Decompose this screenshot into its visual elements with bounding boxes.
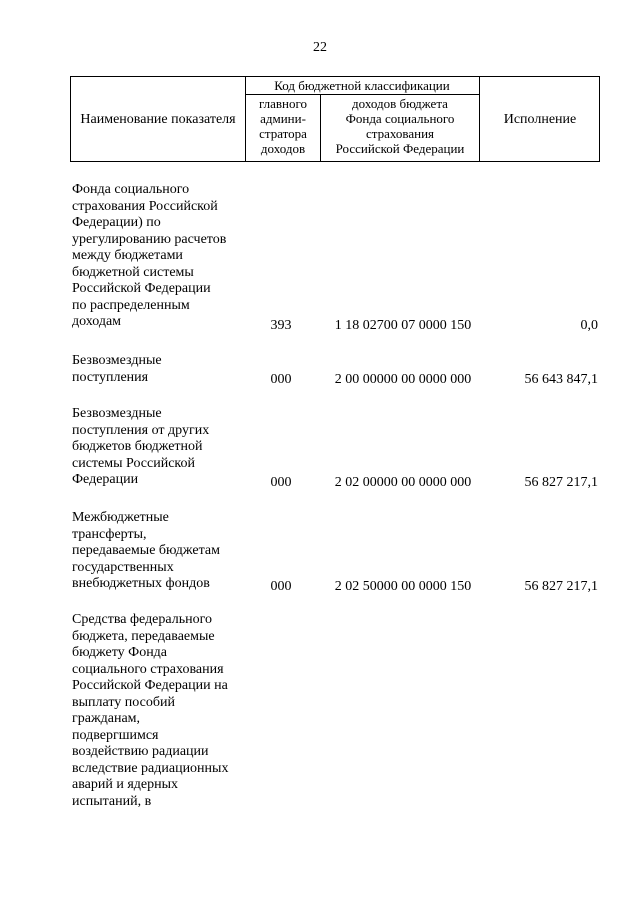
- indicator-name: Межбюджетные трансферты, передаваемые бюджетам государственных внебюджетных фондов: [72, 510, 220, 591]
- table-row: [72, 182, 600, 334]
- divider: [245, 94, 479, 95]
- budget-classification-code-header: Код бюджетной классификации: [274, 78, 450, 93]
- table-row: [72, 510, 600, 595]
- table-row: [72, 406, 600, 491]
- execution-amount: 56 827 217,1: [524, 474, 598, 490]
- indicator-name: Средства федерального бюджета, передаваемые бюджету Фонда социального страхования Российской Федерации на выплату пособий гражданам, подвергшимся воздействию радиации вследствие радиационных аварий и ядерных испытаний, в: [72, 612, 229, 809]
- table-header: [70, 76, 600, 162]
- income-code: 1 18 02700 07 0000 150: [334, 317, 472, 333]
- table-row: [72, 612, 600, 817]
- execution-amount: 56 827 217,1: [524, 578, 598, 594]
- income-code: 2 02 50000 00 0000 150: [334, 578, 472, 594]
- admin-code: 393: [270, 317, 292, 333]
- income-code: 2 02 00000 00 0000 000: [334, 474, 472, 490]
- indicator-name: Фонда социального страхования Российской Федерации) по урегулированию расчетов между бюджетами бюджетной системы Российской Федерации по распределенным доходам: [72, 182, 227, 329]
- admin-code-header: главного админи- стратора доходов: [258, 96, 308, 156]
- admin-code: 000: [270, 474, 292, 490]
- execution-amount: 0,0: [580, 317, 598, 333]
- income-code: 2 00 00000 00 0000 000: [334, 371, 472, 387]
- execution-header: Исполнение: [503, 112, 577, 127]
- income-code-header: доходов бюджета Фонда социального страхования Российской Федерации: [335, 96, 465, 156]
- table-row: [72, 353, 600, 388]
- indicator-name: Безвозмездные поступления: [72, 353, 162, 385]
- execution-amount: 56 643 847,1: [524, 371, 598, 387]
- admin-code: 000: [270, 578, 292, 594]
- indicator-name-header: Наименование показателя: [80, 112, 236, 127]
- admin-code: 000: [270, 371, 292, 387]
- indicator-name: Безвозмездные поступления от других бюджетов бюджетной системы Российской Федерации: [72, 406, 210, 487]
- page-number: 22: [313, 40, 327, 55]
